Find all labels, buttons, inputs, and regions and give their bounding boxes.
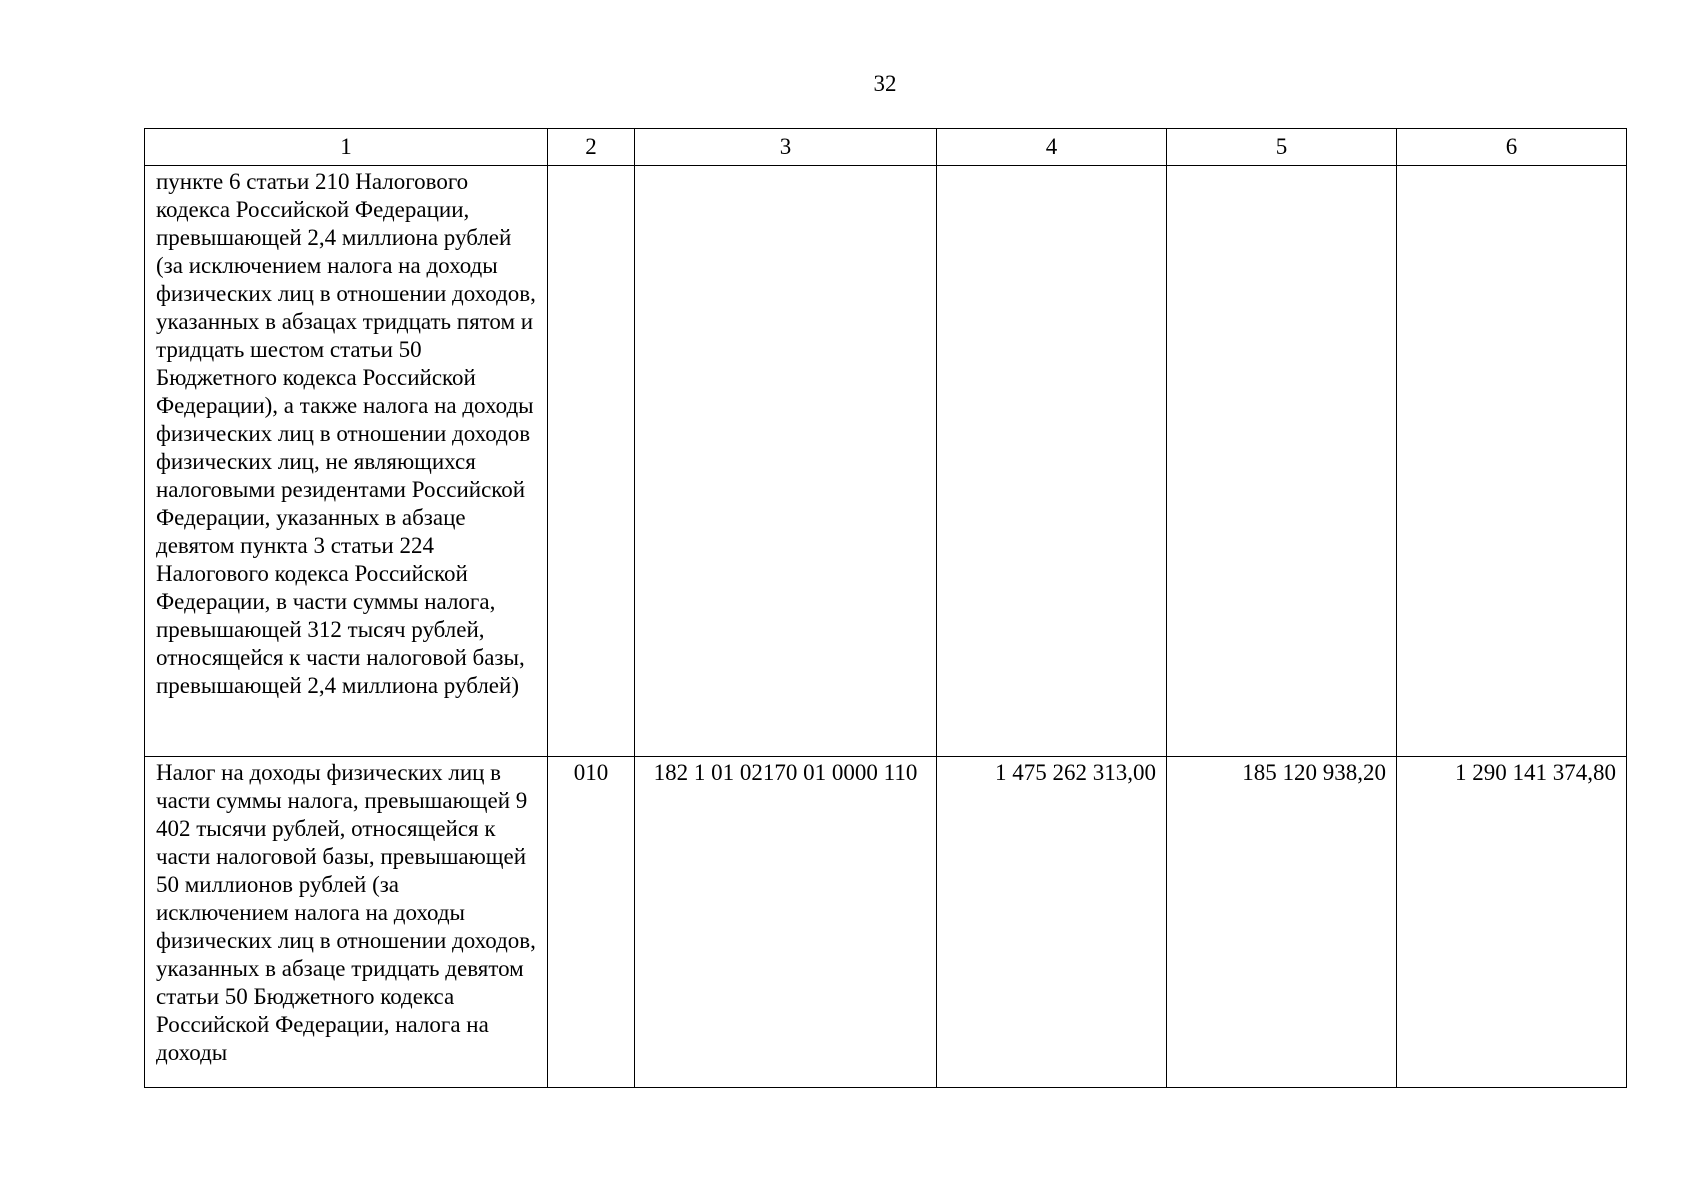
row-amount-5: 185 120 938,20: [1242, 760, 1386, 785]
row-amount-4-cell: [937, 166, 1167, 757]
row-amount-6: 1 290 141 374,80: [1455, 760, 1616, 785]
row-amount-5-cell: [1167, 166, 1397, 757]
row-code-cell: [548, 757, 635, 1088]
table-row: [145, 166, 1627, 757]
row-classification-code: 182 1 01 02170 01 0000 110: [653, 760, 918, 785]
row-description: пункте 6 статьи 210 Налогового кодекса Российской Федерации, превышающей 2,4 миллиона рублей (за исключением налога на доходы физических лиц в отношении доходов, указанных в абзацах тридцать пятом и тридцать шестом статьи 50 Бюджетного кодекса Российской Федерации), а также налога на доходы физических лиц в отношении доходов физических лиц, не являющихся налоговыми резидентами Российской Федерации, указанных в абзаце девятом пункта 3 статьи 224 Налогового кодекса Российской Федерации, в части суммы налога, превышающей 312 тысяч рублей, относящейся к части налоговой базы, превышающей 2,4 миллиона рублей): [156, 169, 536, 698]
column-header-6: 6: [1397, 129, 1627, 166]
budget-table: [144, 128, 1627, 1088]
row-amount-6: [1397, 166, 1626, 168]
row-code: [548, 166, 634, 168]
column-header-4: 4: [937, 129, 1167, 166]
row-description: Налог на доходы физических лиц в части суммы налога, превышающей 9 402 тысячи рублей, относящейся к части налоговой базы, превышающей 50 миллионов рублей (за исключением налога на доходы физических лиц в отношении доходов, указанных в абзаце тридцать девятом статьи 50 Бюджетного кодекса Российской Федерации, налога на доходы: [156, 760, 536, 1065]
row-classification-cell: [635, 166, 937, 757]
row-amount-6-cell: [1397, 757, 1627, 1088]
row-amount-5: [1167, 166, 1396, 168]
column-header-2: 2: [548, 129, 635, 166]
row-amount-4-cell: [937, 757, 1167, 1088]
row-description-cell: [145, 166, 548, 757]
table-header-row: [145, 129, 1627, 166]
row-amount-6-cell: [1397, 166, 1627, 757]
row-classification-cell: [635, 757, 937, 1088]
column-header-5: 5: [1167, 129, 1397, 166]
row-code: 010: [573, 760, 609, 785]
row-code-cell: [548, 166, 635, 757]
column-header-1: 1: [145, 129, 548, 166]
row-description-cell: [145, 757, 548, 1088]
row-amount-4: [937, 166, 1166, 168]
row-classification-code: [635, 166, 936, 168]
row-amount-5-cell: [1167, 757, 1397, 1088]
page-number: 32: [873, 71, 897, 96]
row-amount-4: 1 475 262 313,00: [995, 760, 1156, 785]
column-header-3: 3: [635, 129, 937, 166]
table-row: [145, 757, 1627, 1088]
